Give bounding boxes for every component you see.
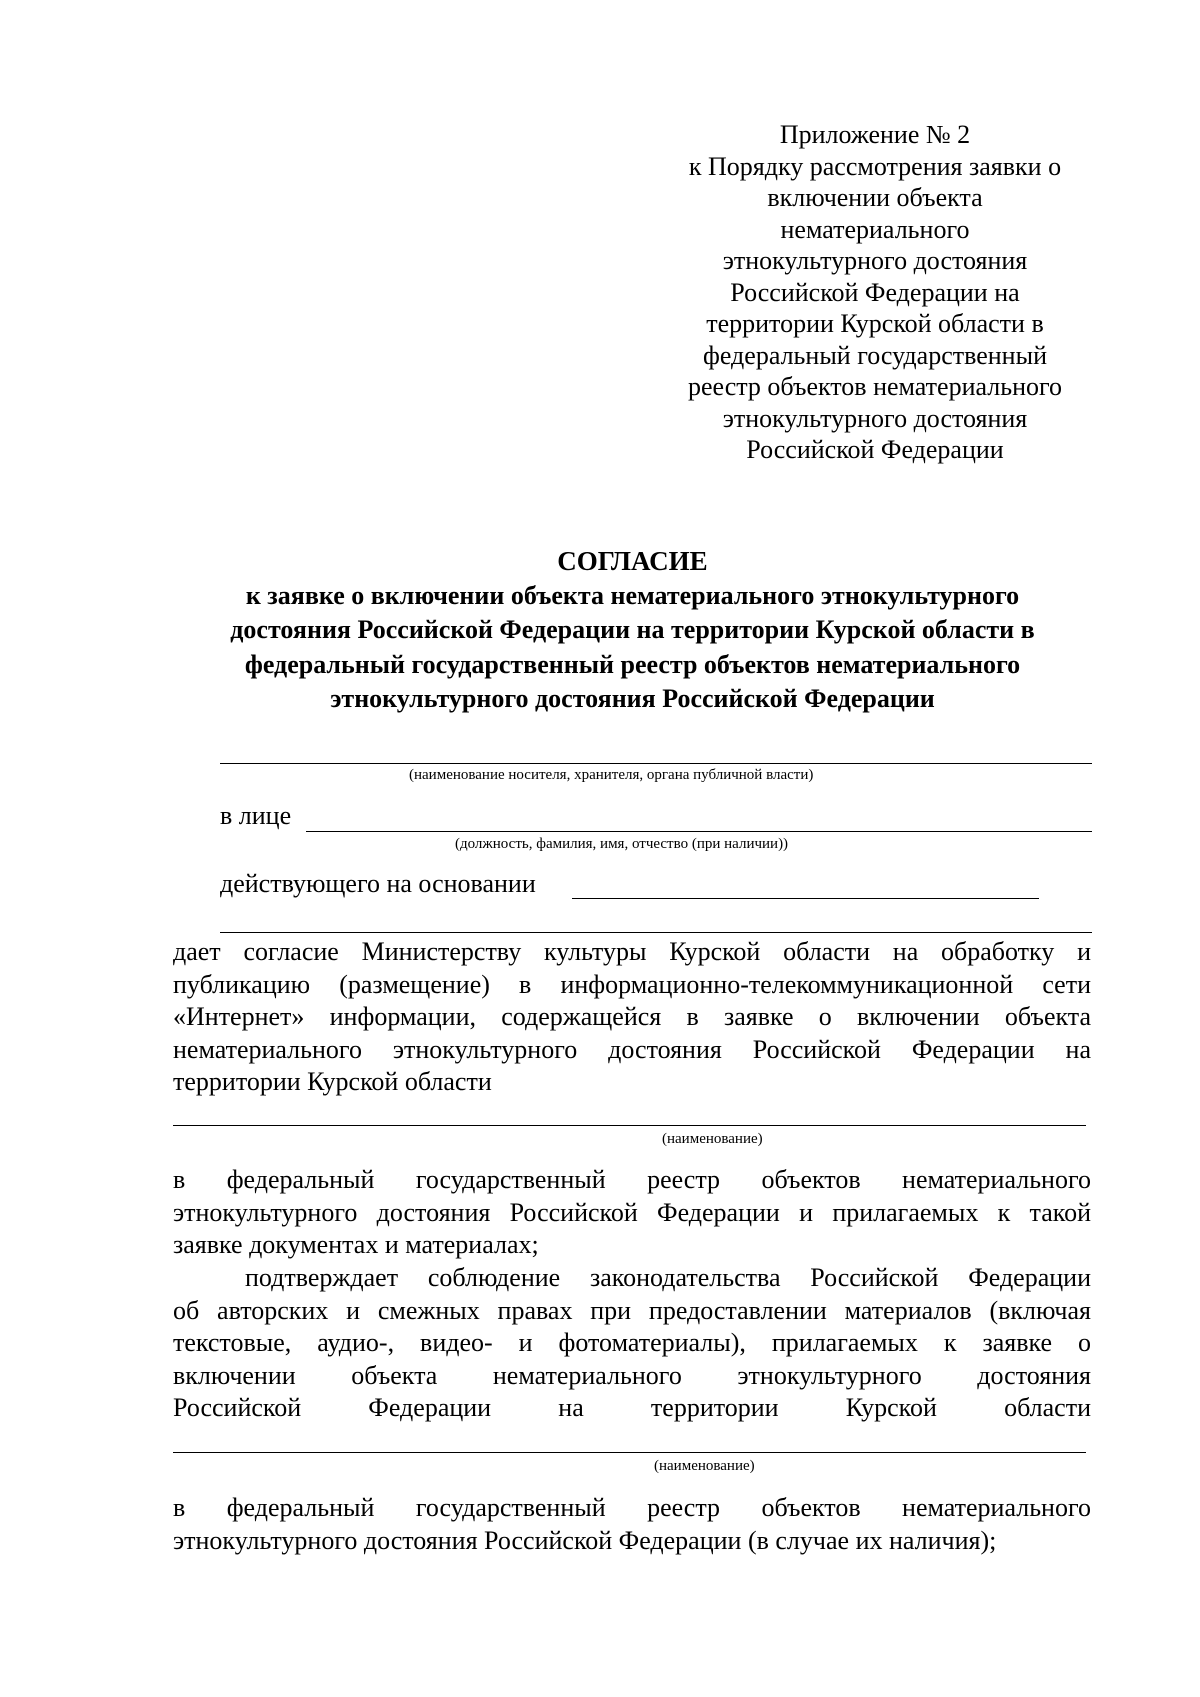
paragraph-registry <box>173 1164 1091 1262</box>
basis-field-continuation[interactable] <box>220 932 1092 933</box>
paragraph-registry-2 <box>173 1492 1091 1557</box>
person-caption: (должность, фамилия, имя, отчество (при наличии)) <box>455 836 789 852</box>
object-caption: (наименование) <box>662 1131 763 1147</box>
text-line: публикацию (размещение) в информационно-телекоммуникационной сети <box>173 969 1091 999</box>
object-caption-2: (наименование) <box>654 1458 755 1474</box>
text-line: включении объекта нематериального этнокультурного достояния <box>173 1360 1091 1390</box>
appendix-header <box>660 119 1090 466</box>
text-line: территории Курской области <box>173 1067 492 1096</box>
title-subline: к заявке о включении объекта нематериального этнокультурного <box>245 580 1020 610</box>
appendix-line: нематериального <box>780 214 970 244</box>
appendix-line: этнокультурного достояния <box>722 246 1028 275</box>
text-line: заявке документах и материалах; <box>173 1230 539 1259</box>
title-subline: достояния Российской Федерации на территории Курской области в <box>230 615 1035 644</box>
basis-field[interactable] <box>572 898 1039 899</box>
appendix-line: включении объекта <box>767 183 983 212</box>
text-line: этнокультурного достояния Российской Федерации и прилагаемых к такой <box>173 1197 1091 1227</box>
appendix-line: Российской Федерации на <box>730 277 1020 307</box>
basis-label: действующего на основании <box>220 869 536 898</box>
paragraph-copyright <box>173 1262 1091 1425</box>
appendix-line: территории Курской области в <box>706 309 1044 338</box>
appendix-line: Приложение № 2 <box>779 120 971 149</box>
document-title <box>160 544 1105 717</box>
title-main: СОГЛАСИЕ <box>557 546 708 576</box>
text-line: в федеральный государственный реестр объектов нематериального <box>173 1165 1091 1194</box>
title-subline: федеральный государственный реестр объектов нематериального <box>244 649 1021 679</box>
appendix-line: к Порядку рассмотрения заявки о <box>688 151 1062 181</box>
text-line: «Интернет» информации, содержащейся в заявке о включении объекта <box>173 1002 1091 1031</box>
text-line: подтверждает соблюдение законодательства Российской Федерации <box>245 1263 1091 1292</box>
text-line: в федеральный государственный реестр объектов нематериального <box>173 1493 1091 1522</box>
appendix-line: Российской Федерации <box>746 435 1004 464</box>
text-line: нематериального этнокультурного достояния Российской Федерации на <box>173 1034 1091 1064</box>
holder-name-field[interactable] <box>220 763 1092 764</box>
person-name-field[interactable] <box>306 831 1092 832</box>
text-line: текстовые, аудио-, видео- и фотоматериалы), прилагаемых к заявке о <box>173 1328 1091 1357</box>
object-name-field[interactable] <box>173 1125 1086 1126</box>
text-line: дает согласие Министерству культуры Курской области на обработку и <box>173 937 1091 966</box>
person-label: в лице <box>220 801 292 830</box>
text-line: об авторских и смежных правах при предоставлении материалов (включая <box>173 1295 1091 1325</box>
text-line: Российской Федерации на территории Курской области <box>173 1393 1091 1422</box>
holder-caption: (наименование носителя, хранителя, органа публичной власти) <box>409 767 814 783</box>
appendix-line: федеральный государственный <box>703 340 1047 370</box>
appendix-line: реестр объектов нематериального <box>687 372 1063 401</box>
appendix-line: этнокультурного достояния <box>722 403 1028 433</box>
title-subline: этнокультурного достояния Российской Федерации <box>330 684 935 713</box>
text-line: этнокультурного достояния Российской Федерации (в случае их наличия); <box>173 1525 997 1555</box>
paragraph-consent <box>173 936 1091 1099</box>
object-name-field-2[interactable] <box>173 1452 1086 1453</box>
